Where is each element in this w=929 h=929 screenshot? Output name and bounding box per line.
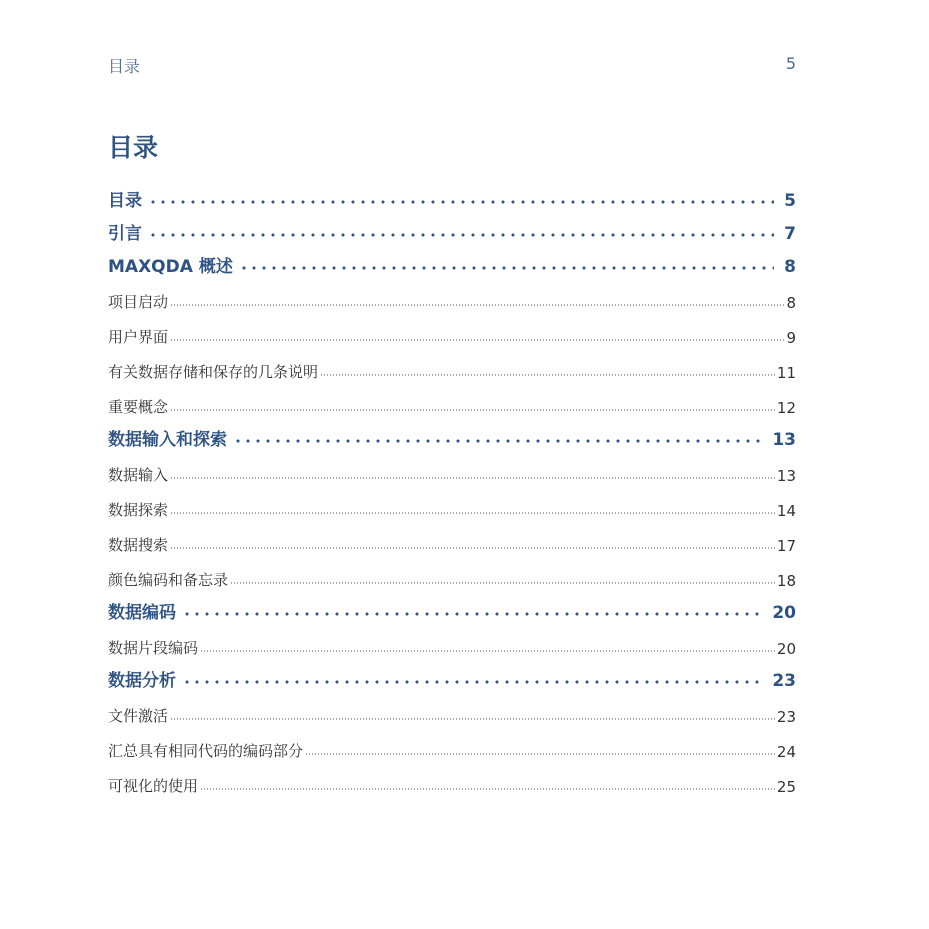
toc-entry-page: 14 — [776, 502, 796, 520]
dot-leader — [170, 408, 775, 412]
dot-leader — [146, 232, 774, 238]
toc-entry-label: 数据片段编码 — [108, 639, 199, 657]
dot-leader — [170, 338, 784, 342]
toc-entry-label: 可视化的使用 — [108, 777, 199, 795]
toc-section-entry[interactable] — [108, 623, 796, 658]
toc-section-entry[interactable] — [108, 691, 796, 726]
toc-entry-label: 数据输入和探索 — [108, 430, 227, 450]
running-header — [108, 54, 796, 78]
toc-entry-page: 17 — [776, 537, 796, 555]
toc-entry-page: 18 — [776, 572, 796, 590]
toc-entry-page: 23 — [772, 671, 796, 691]
dot-leader — [180, 679, 762, 685]
dot-leader — [305, 752, 775, 756]
toc-section-entry[interactable] — [108, 726, 796, 761]
toc-entry-label: 数据探索 — [108, 501, 169, 519]
dot-leader — [231, 438, 762, 444]
toc-entry-page: 8 — [784, 257, 796, 277]
toc-entry-label: 汇总具有相同代码的编码部分 — [108, 742, 304, 760]
dot-leader — [170, 303, 784, 307]
toc-section-entry[interactable] — [108, 382, 796, 417]
toc-chapter-entry[interactable] — [108, 211, 796, 244]
toc-chapter-entry[interactable] — [108, 590, 796, 623]
toc-entry-page: 25 — [776, 778, 796, 796]
toc-section-entry[interactable] — [108, 450, 796, 485]
toc-entry-label: 数据分析 — [108, 671, 176, 691]
toc-section-entry[interactable] — [108, 520, 796, 555]
toc-entry-label: 目录 — [108, 191, 142, 211]
toc-entry-page: 20 — [772, 603, 796, 623]
toc-chapter-entry[interactable] — [108, 178, 796, 211]
toc-entry-page: 8 — [786, 294, 796, 312]
dot-leader — [320, 373, 775, 377]
dot-leader — [170, 476, 775, 480]
dot-leader — [200, 787, 775, 791]
toc-entry-label: 项目启动 — [108, 293, 169, 311]
toc-entry-label: 数据搜索 — [108, 536, 169, 554]
toc-entry-page: 12 — [776, 399, 796, 417]
toc-entry-label: 引言 — [108, 224, 142, 244]
toc-entry-page: 9 — [786, 329, 796, 347]
header-title: 目录 — [108, 57, 141, 76]
toc-entry-label: 数据输入 — [108, 466, 169, 484]
toc-entry-page: 13 — [776, 467, 796, 485]
toc-entry-page: 24 — [776, 743, 796, 761]
header-page-number: 5 — [785, 54, 796, 73]
table-of-contents — [108, 178, 796, 796]
dot-leader — [146, 199, 774, 205]
toc-entry-page: 23 — [776, 708, 796, 726]
toc-section-entry[interactable] — [108, 312, 796, 347]
toc-entry-label: 重要概念 — [108, 398, 169, 416]
toc-entry-label: 文件激活 — [108, 707, 169, 725]
toc-entry-page: 13 — [772, 430, 796, 450]
dot-leader — [170, 717, 775, 721]
dot-leader — [237, 265, 774, 271]
dot-leader — [230, 581, 775, 585]
toc-entry-label: 颜色编码和备忘录 — [108, 571, 229, 589]
toc-section-entry[interactable] — [108, 761, 796, 796]
toc-entry-label: MAXQDA 概述 — [108, 257, 233, 277]
toc-section-entry[interactable] — [108, 485, 796, 520]
toc-section-entry[interactable] — [108, 347, 796, 382]
toc-entry-page: 11 — [776, 364, 796, 382]
toc-entry-page: 5 — [784, 191, 796, 211]
dot-leader — [180, 611, 762, 617]
toc-chapter-entry[interactable] — [108, 417, 796, 450]
toc-section-entry[interactable] — [108, 277, 796, 312]
toc-entry-label: 有关数据存储和保存的几条说明 — [108, 363, 319, 381]
toc-entry-page: 7 — [784, 224, 796, 244]
toc-chapter-entry[interactable] — [108, 244, 796, 277]
toc-entry-label: 数据编码 — [108, 603, 176, 623]
dot-leader — [200, 649, 775, 653]
dot-leader — [170, 511, 775, 515]
toc-section-entry[interactable] — [108, 555, 796, 590]
toc-entry-page: 20 — [776, 640, 796, 658]
page-title: 目录 — [108, 133, 159, 162]
toc-entry-label: 用户界面 — [108, 328, 169, 346]
toc-chapter-entry[interactable] — [108, 658, 796, 691]
dot-leader — [170, 546, 775, 550]
